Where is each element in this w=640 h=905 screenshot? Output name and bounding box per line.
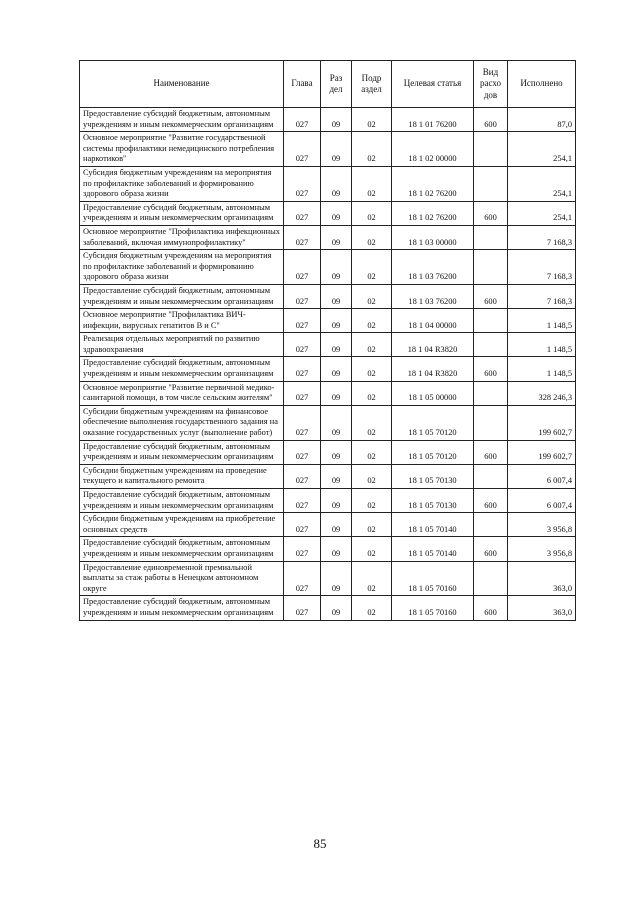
table-row bbox=[80, 284, 576, 308]
table-row bbox=[80, 132, 576, 167]
cell-statya: 18 1 03 00000 bbox=[392, 225, 474, 249]
cell-razdel: 09 bbox=[321, 405, 352, 440]
cell-ispolneno: 363,0 bbox=[508, 561, 576, 596]
cell-podrazdel: 02 bbox=[352, 489, 392, 513]
cell-razdel: 09 bbox=[321, 132, 352, 167]
cell-glava: 027 bbox=[284, 108, 321, 132]
cell-vid: 600 bbox=[474, 357, 508, 381]
cell-ispolneno: 3 956,8 bbox=[508, 513, 576, 537]
header-row bbox=[80, 61, 576, 108]
cell-podrazdel: 02 bbox=[352, 405, 392, 440]
cell-razdel: 09 bbox=[321, 596, 352, 620]
header-razdel: Раз дел bbox=[321, 61, 352, 108]
cell-glava: 027 bbox=[284, 201, 321, 225]
cell-razdel: 09 bbox=[321, 166, 352, 201]
cell-statya: 18 1 04 00000 bbox=[392, 309, 474, 333]
cell-razdel: 09 bbox=[321, 333, 352, 357]
cell-name: Субсидии бюджетным учреждениям на проведение текущего и капитального ремонта bbox=[80, 464, 284, 488]
header-vid: Вид расхо дов bbox=[474, 61, 508, 108]
cell-podrazdel: 02 bbox=[352, 333, 392, 357]
cell-podrazdel: 02 bbox=[352, 537, 392, 561]
cell-vid bbox=[474, 132, 508, 167]
table-row bbox=[80, 537, 576, 561]
cell-name: Предоставление субсидий бюджетным, автономным учреждениям и иным некоммерческим организациям bbox=[80, 357, 284, 381]
cell-vid: 600 bbox=[474, 108, 508, 132]
cell-name: Предоставление субсидий бюджетным, автономным учреждениям и иным некоммерческим организациям bbox=[80, 537, 284, 561]
cell-vid: 600 bbox=[474, 440, 508, 464]
cell-podrazdel: 02 bbox=[352, 166, 392, 201]
cell-vid bbox=[474, 464, 508, 488]
cell-ispolneno: 6 007,4 bbox=[508, 489, 576, 513]
cell-statya: 18 1 05 70130 bbox=[392, 489, 474, 513]
table-row bbox=[80, 513, 576, 537]
cell-name: Субсидия бюджетным учреждениям на мероприятия по профилактике заболеваний и формированию здорового образа жизни bbox=[80, 166, 284, 201]
table-row bbox=[80, 440, 576, 464]
cell-glava: 027 bbox=[284, 440, 321, 464]
cell-ispolneno: 3 956,8 bbox=[508, 537, 576, 561]
cell-name: Основное мероприятие "Профилактика ВИЧ-инфекции, вирусных гепатитов В и С" bbox=[80, 309, 284, 333]
cell-podrazdel: 02 bbox=[352, 225, 392, 249]
cell-razdel: 09 bbox=[321, 489, 352, 513]
cell-vid bbox=[474, 225, 508, 249]
cell-ispolneno: 1 148,5 bbox=[508, 309, 576, 333]
cell-name: Предоставление субсидий бюджетным, автономным учреждениям и иным некоммерческим организациям bbox=[80, 284, 284, 308]
cell-name: Предоставление субсидий бюджетным, автономным учреждениям и иным некоммерческим организациям bbox=[80, 201, 284, 225]
table-body bbox=[80, 108, 576, 621]
table-row bbox=[80, 464, 576, 488]
cell-podrazdel: 02 bbox=[352, 108, 392, 132]
cell-glava: 027 bbox=[284, 250, 321, 285]
cell-ispolneno: 254,1 bbox=[508, 201, 576, 225]
table-header bbox=[80, 61, 576, 108]
cell-razdel: 09 bbox=[321, 250, 352, 285]
cell-statya: 18 1 05 70160 bbox=[392, 561, 474, 596]
cell-razdel: 09 bbox=[321, 464, 352, 488]
table-row bbox=[80, 381, 576, 405]
cell-name: Предоставление субсидий бюджетным, автономным учреждениям и иным некоммерческим организациям bbox=[80, 108, 284, 132]
header-statya: Целевая статья bbox=[392, 61, 474, 108]
cell-ispolneno: 7 168,3 bbox=[508, 250, 576, 285]
cell-vid bbox=[474, 166, 508, 201]
cell-podrazdel: 02 bbox=[352, 250, 392, 285]
cell-glava: 027 bbox=[284, 464, 321, 488]
table-row bbox=[80, 250, 576, 285]
cell-podrazdel: 02 bbox=[352, 284, 392, 308]
cell-vid bbox=[474, 381, 508, 405]
cell-glava: 027 bbox=[284, 284, 321, 308]
cell-name: Предоставление субсидий бюджетным, автономным учреждениям и иным некоммерческим организациям bbox=[80, 596, 284, 620]
header-name: Наименование bbox=[80, 61, 284, 108]
page-number: 85 bbox=[313, 836, 327, 851]
table-row bbox=[80, 166, 576, 201]
cell-glava: 027 bbox=[284, 537, 321, 561]
cell-podrazdel: 02 bbox=[352, 309, 392, 333]
cell-vid bbox=[474, 333, 508, 357]
cell-vid: 600 bbox=[474, 537, 508, 561]
cell-ispolneno: 199 602,7 bbox=[508, 405, 576, 440]
cell-ispolneno: 199 602,7 bbox=[508, 440, 576, 464]
cell-razdel: 09 bbox=[321, 537, 352, 561]
cell-statya: 18 1 02 00000 bbox=[392, 132, 474, 167]
cell-razdel: 09 bbox=[321, 440, 352, 464]
cell-vid: 600 bbox=[474, 284, 508, 308]
cell-glava: 027 bbox=[284, 381, 321, 405]
cell-glava: 027 bbox=[284, 166, 321, 201]
table-row bbox=[80, 108, 576, 132]
cell-ispolneno: 87,0 bbox=[508, 108, 576, 132]
cell-razdel: 09 bbox=[321, 381, 352, 405]
cell-glava: 027 bbox=[284, 489, 321, 513]
cell-glava: 027 bbox=[284, 596, 321, 620]
cell-statya: 18 1 03 76200 bbox=[392, 284, 474, 308]
cell-ispolneno: 254,1 bbox=[508, 132, 576, 167]
cell-podrazdel: 02 bbox=[352, 201, 392, 225]
cell-statya: 18 1 04 R3820 bbox=[392, 357, 474, 381]
cell-glava: 027 bbox=[284, 561, 321, 596]
table-row bbox=[80, 357, 576, 381]
cell-name: Субсидии бюджетным учреждениям на финансовое обеспечение выполнения государственного задания на оказание государственных услуг (выполнение работ) bbox=[80, 405, 284, 440]
table-row bbox=[80, 596, 576, 620]
cell-statya: 18 1 02 76200 bbox=[392, 201, 474, 225]
cell-razdel: 09 bbox=[321, 108, 352, 132]
cell-name: Предоставление субсидий бюджетным, автономным учреждениям и иным некоммерческим организациям bbox=[80, 440, 284, 464]
table-row bbox=[80, 561, 576, 596]
cell-podrazdel: 02 bbox=[352, 464, 392, 488]
cell-statya: 18 1 05 70130 bbox=[392, 464, 474, 488]
table-row bbox=[80, 489, 576, 513]
cell-glava: 027 bbox=[284, 357, 321, 381]
cell-statya: 18 1 05 70140 bbox=[392, 513, 474, 537]
cell-ispolneno: 328 246,3 bbox=[508, 381, 576, 405]
cell-ispolneno: 7 168,3 bbox=[508, 284, 576, 308]
cell-name: Предоставление единовременной премиальной выплаты за стаж работы в Ненецком автономном округе bbox=[80, 561, 284, 596]
cell-podrazdel: 02 bbox=[352, 357, 392, 381]
cell-statya: 18 1 05 70120 bbox=[392, 440, 474, 464]
cell-name: Предоставление субсидий бюджетным, автономным учреждениям и иным некоммерческим организациям bbox=[80, 489, 284, 513]
cell-vid: 600 bbox=[474, 201, 508, 225]
cell-razdel: 09 bbox=[321, 513, 352, 537]
cell-vid bbox=[474, 561, 508, 596]
cell-glava: 027 bbox=[284, 405, 321, 440]
cell-podrazdel: 02 bbox=[352, 381, 392, 405]
table-row bbox=[80, 201, 576, 225]
cell-podrazdel: 02 bbox=[352, 132, 392, 167]
cell-vid bbox=[474, 250, 508, 285]
cell-glava: 027 bbox=[284, 309, 321, 333]
cell-vid bbox=[474, 309, 508, 333]
cell-podrazdel: 02 bbox=[352, 596, 392, 620]
cell-statya: 18 1 02 76200 bbox=[392, 166, 474, 201]
cell-statya: 18 1 05 00000 bbox=[392, 381, 474, 405]
cell-podrazdel: 02 bbox=[352, 513, 392, 537]
cell-razdel: 09 bbox=[321, 201, 352, 225]
cell-vid: 600 bbox=[474, 489, 508, 513]
cell-podrazdel: 02 bbox=[352, 561, 392, 596]
cell-statya: 18 1 03 76200 bbox=[392, 250, 474, 285]
cell-statya: 18 1 05 70120 bbox=[392, 405, 474, 440]
cell-razdel: 09 bbox=[321, 284, 352, 308]
cell-name: Субсидия бюджетным учреждениям на мероприятия по профилактике заболеваний и формированию здорового образа жизни bbox=[80, 250, 284, 285]
cell-statya: 18 1 01 76200 bbox=[392, 108, 474, 132]
table-row bbox=[80, 309, 576, 333]
cell-name: Реализация отдельных мероприятий по развитию здравоохранения bbox=[80, 333, 284, 357]
cell-ispolneno: 6 007,4 bbox=[508, 464, 576, 488]
cell-name: Субсидии бюджетным учреждениям на приобретение основных средств bbox=[80, 513, 284, 537]
cell-vid: 600 bbox=[474, 596, 508, 620]
cell-vid bbox=[474, 405, 508, 440]
table-row bbox=[80, 333, 576, 357]
cell-razdel: 09 bbox=[321, 309, 352, 333]
cell-statya: 18 1 05 70140 bbox=[392, 537, 474, 561]
cell-vid bbox=[474, 513, 508, 537]
header-glava: Глава bbox=[284, 61, 321, 108]
table-row bbox=[80, 225, 576, 249]
header-ispolneno: Исполнено bbox=[508, 61, 576, 108]
header-podrazdel: Подр аздел bbox=[352, 61, 392, 108]
cell-razdel: 09 bbox=[321, 561, 352, 596]
budget-table bbox=[79, 60, 576, 621]
cell-glava: 027 bbox=[284, 225, 321, 249]
cell-ispolneno: 254,1 bbox=[508, 166, 576, 201]
cell-ispolneno: 363,0 bbox=[508, 596, 576, 620]
cell-razdel: 09 bbox=[321, 225, 352, 249]
cell-name: Основное мероприятие "Развитие государственной системы профилактики немедицинского потребления наркотиков" bbox=[80, 132, 284, 167]
cell-ispolneno: 1 148,5 bbox=[508, 333, 576, 357]
cell-glava: 027 bbox=[284, 333, 321, 357]
cell-ispolneno: 7 168,3 bbox=[508, 225, 576, 249]
cell-glava: 027 bbox=[284, 513, 321, 537]
cell-statya: 18 1 04 R3820 bbox=[392, 333, 474, 357]
cell-statya: 18 1 05 70160 bbox=[392, 596, 474, 620]
cell-razdel: 09 bbox=[321, 357, 352, 381]
cell-ispolneno: 1 148,5 bbox=[508, 357, 576, 381]
cell-glava: 027 bbox=[284, 132, 321, 167]
cell-name: Основное мероприятие "Развитие первичной медико-санитарной помощи, в том числе сельским жителям" bbox=[80, 381, 284, 405]
cell-podrazdel: 02 bbox=[352, 440, 392, 464]
table-row bbox=[80, 405, 576, 440]
cell-name: Основное мероприятие "Профилактика инфекционных заболеваний, включая иммунопрофилактику" bbox=[80, 225, 284, 249]
